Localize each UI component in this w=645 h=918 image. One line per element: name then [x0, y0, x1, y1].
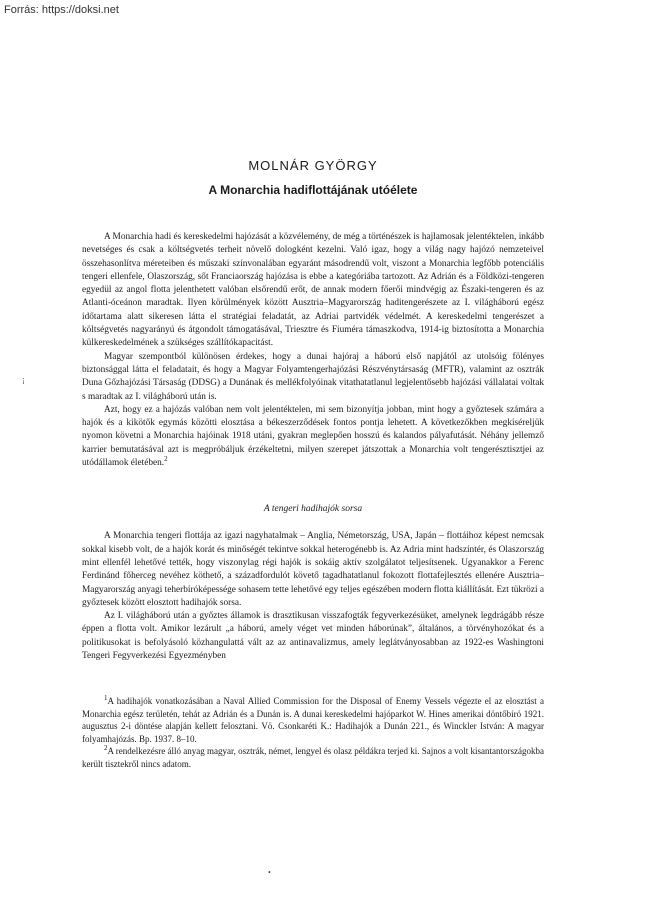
document-page — [82, 140, 544, 770]
footnote-ref-2: 2 — [164, 454, 168, 463]
footnote-1-text: A hadihajók vonatkozásában a Naval Allied Commission for the Disposal of Enemy Vessels végezte el az elosztást a Monarchia egész területén, tehát az Adrián és a Dunán is. A dunai kereskedelmi hajóparkot W. Hines amerikai döntőbíró 1921. augusztus 2-i döntése alapján kellett felosztani. Vö. Csonkaréti K.: Hadihajók a Dunán 221., és Winckler István: A magyar folyamhajózás. Bp. 1937. 8–10. — [82, 696, 544, 744]
footnote-2 — [82, 745, 544, 770]
footnote-2-mark: 2 — [104, 744, 108, 753]
intro-paragraph-3 — [82, 404, 544, 470]
intro-paragraph-3-text: Azt, hogy ez a hajózás valóban nem volt jelentéktelen, mi sem bizonyítja jobban, mint hogy a győztesek számára a hajók és a kikötők egymás közötti elosztása a békeszerződések fontos pontja lehetett. A következőkben megkíséreljük nyomon követni a Monarchia hajóinak 1918 utáni, gyakran meglepően hosszú és kalandos pályafutását. Néhány jellemző karrier bemutatásával azt is megpróbáljuk érzékeltetni, milyen szerepet játszottak a Monarchia volt tengerésztisztjei az utódállamok életében. — [82, 404, 544, 469]
footnotes — [82, 695, 544, 770]
intro-paragraph-2: Magyar szempontból különösen érdekes, hogy a dunai hajóraj a háború első napjától az utolsóig fölényes biztonsággal látta el feladatait, és hogy a Magyar Folyamtengerhajózási Részvénytársaság (MFTR), valamint az osztrák Duna Gőzhajózási Társaság (DDSG) a Dunának és mellékfolyóinak vitathatatlanul legjelentősebb hajózási vállalatai voltak s maradtak az I. világháború után is. — [82, 351, 544, 402]
article-title: A Monarchia hadiflottájának utóélete — [208, 183, 418, 197]
page-mark: • — [268, 868, 271, 877]
footnote-1 — [82, 695, 544, 745]
section-title: A tengeri hadihajók sorsa — [263, 504, 363, 515]
author-name: MOLNÁR GYÖRGY — [248, 158, 378, 173]
footnote-1-mark: 1 — [104, 694, 108, 703]
footnote-2-text: A rendelkezésre álló anyag magyar, osztrák, német, lengyel és olasz példákra terjed ki. Sajnos a volt kisantantországokba került tisztekről nincs adatom. — [82, 746, 544, 769]
intro-paragraph-1: A Monarchia hadi és kereskedelmi hajózását a közvélemény, de még a történészek is hajlamosak jelentéktelen, inkább nevetséges és csak a költségvetés terheit növelő dologként kezelni. Való igaz, hogy a világ nagy hajózó nemzeteivel összehasonlítva méreteiben és műszaki színvonalában egyaránt másodrendű volt, viszont a Monarchia legfőbb potenciális tengeri ellenfele, Olaszország, sőt Franciaország hajózása is ebbe a kategóriába tartozott. Az Adrián és a Földközi-tengeren egyedül az angol flotta jelenthetett valóban elsőrendű erőt, de annak modern főerői mindvégig az Északi-tengeren és az Atlanti-óceánon maradtak. Ilyen körülmények között Ausztria–Magyarország haditengerészete az I. világháború egész időtartama alatt sikeresen látta el stratégiai feladatát, az Adriai partvidék védelmét. A kereskedelmi tengerészet a költségvetés nagyarányú és átgondolt támogatásával, Triesztre és Fiuméra támaszkodva, 1914-ig biztosította a Monarchia külkereskedelmének a szükséges szállítókapacitást. — [82, 232, 544, 349]
margin-mark: ¡ — [22, 375, 25, 384]
source-watermark: Forrás: https://doksi.net — [4, 4, 119, 16]
section-paragraph-1: A Monarchia tengeri flottája az igazi nagyhatalmak – Anglia, Németország, USA, Japán – flottáihoz képest nemcsak sokkal kisebb volt, de a hajók korát és minőségét tekintve sokkal heterogénebb is. Az Adria mint hadszíntér, és Olaszország mint ellenfél lehetővé tették, hogy viszonylag régi hajók is sokáig aktív szolgálatot teljesítsenek. Ugyanakkor a Ferenc Ferdinánd főherceg nevéhez köthető, a századfordulót követő tagadhatatlanul fokozott flottafejlesztés ellenére Ausztria–Magyarország anyagi teherbíróképessége sohasem tette lehetővé egy teljes egészében modern flotta kiállítását. Ezt tükrözi a győztesek között elosztott hadihajók sorsa. — [82, 531, 544, 608]
section-paragraph-2: Az I. világháború után a győztes államok is drasztikusan visszafogták fegyverkezésüket, amelynek legdrágább része éppen a flotta volt. Amikor lezárult „a háború, amely véget vet minden háborúnak”, általános, a törvényhozókat és a politikusokat is befolyásoló közhangulattá vált az az antinavalizmus, amely leglátványosabban az 1922-es Washingtoni Tengeri Fegyverkezési Egyezményben — [82, 611, 544, 662]
